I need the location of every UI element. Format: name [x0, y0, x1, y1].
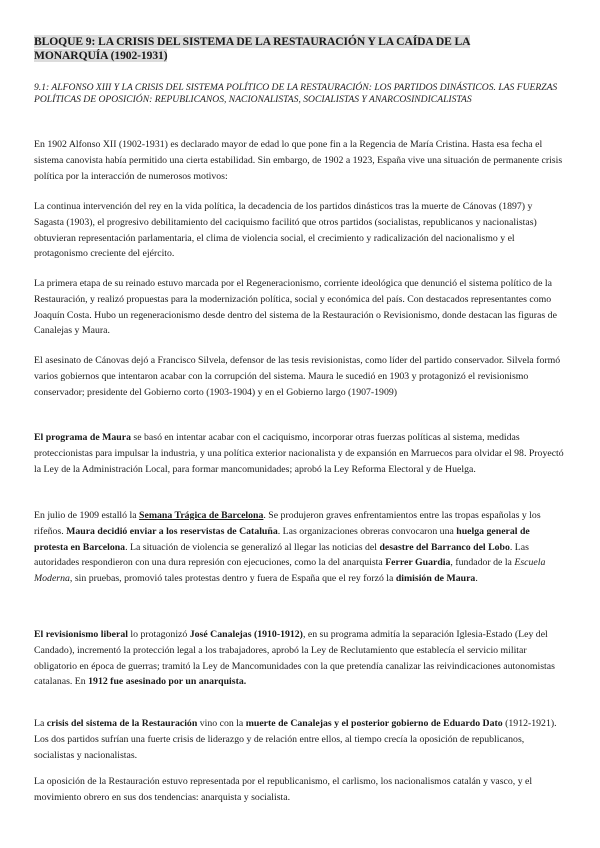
title-text: BLOQUE 9: LA CRISIS DEL SISTEMA DE LA RESTAURACIÓN Y LA CAÍDA DE LA MONARQUÍA (1902-1931) [34, 35, 471, 62]
rl-bold-2: José Canalejas (1910-1912) [189, 629, 303, 640]
paragraph-oposicion: La oposición de la Restauración estuvo representada por el republicanismo, el carlismo, los nacionalismos catalán y vasco, y el movimiento obrero en sus dos tendencias: anarquista y socialista. [34, 776, 533, 803]
st-italic-1: Escuela Moderna [34, 557, 546, 585]
st-bold-4: Ferrer Guardia [385, 557, 451, 569]
st-bold-1: Maura decidió enviar a los reservistas de Cataluña [66, 525, 278, 537]
st-text-1: En julio de 1909 estalló la [34, 510, 140, 521]
paragraph-revisionismo-liberal [34, 627, 564, 690]
document-title [34, 35, 504, 63]
paragraph-silvela-maura: El asesinato de Cánovas dejó a Francisco Silvela, defensor de las tesis revisionistas, como líder del partido conservador. Silvela formó varios gobiernos que intentaron acabar con la corrupción del sistema. Maura le sucedió en 1903 y protagonizó el revisionismo conservador; presidente del Gobierno corto (1903-1904) y en el Gobierno largo (1907-1909) [34, 355, 561, 398]
st-text-6: , fundador de la [450, 557, 515, 569]
st-text-5: . Las autoridades respondieron con una dura represión con ejecuciones, como la del anarquista [34, 541, 529, 569]
semana-tragica-link: Semana Trágica de Barcelona [139, 510, 264, 521]
st-text-2: . Se produjeron graves enfrentamientos entre las tropas españolas y los rifeños. [34, 510, 541, 537]
st-text-4: . La situación de violencia se generalizó al llegar las noticias del [125, 541, 380, 553]
rl-text-1: lo protagonizó [127, 629, 190, 640]
cs-bold-2: muerte de Canalejas y el posterior gobierno de Eduardo Dato [245, 718, 503, 729]
cs-text-2: vino con la [197, 718, 246, 729]
rl-text-2: , en su programa admitía la separación Iglesia-Estado (Ley del Candado), incrementó la protección legal a los trabajadores, aprobó la Ley de Reclutamiento que establecía el servicio militar obligatorio en época de guerras; tramitó la Ley de Mancomunidades con la que pretendía canalizar las reivindicaciones autonomistas catalanas. En [34, 629, 555, 688]
st-bold-2: huelga general de protesta en Barcelona [34, 525, 530, 553]
paragraph-causes: La continua intervención del rey en la vida política, la decadencia de los partidos dinásticos tras la muerte de Cánovas (1897) y Sagasta (1903), el progresivo debilitamiento del caciquismo facilitó que otros partidos (socialistas, republicanos y nacionalistas) obtuvieran representación parlamentaria, el clima de violencia social, el crecimiento y radicalización del nacionalismo y el protagonismo creciente del ejército. [34, 201, 537, 260]
programa-maura-bold: El programa de Maura [34, 432, 131, 443]
paragraph-crisis-sistema [34, 716, 564, 763]
rl-bold-3: 1912 fue asesinado por un anarquista. [88, 676, 247, 688]
st-bold-3: desastre del Barranco del Lobo [379, 541, 510, 553]
programa-maura-text: se basó en intentar acabar con el caciquismo, incorporar otras fuerzas políticas al sistema, medidas proteccionistas para impulsar la industria, y una política exterior nacionalista y de expansión en Marruecos para olvidar el 98. Proyectó la Ley de la Administración Local, para formar mancomunidades; aprobó la Ley Reforma Electoral y de Huelga. [34, 432, 564, 475]
st-text-8: . [475, 573, 478, 585]
st-text-3: . Las organizaciones obreras convocaron una [277, 525, 457, 537]
st-text-7: , sin pruebas, promovió tales protestas dentro y fuera de España que el rey forzó la [69, 573, 396, 585]
paragraph-regeneracionismo: La primera etapa de su reinado estuvo marcada por el Regeneracionismo, corriente ideológica que denunció el sistema político de la Restauración, y realizó propuestas para la modernización política, social y económica del país. Con destacados representantes como Joaquín Costa. Hubo un regeneracionismo desde dentro del sistema de la Restauración o Revisionismo, donde destacan las figuras de Canalejas y Maura. [34, 278, 557, 337]
paragraph-semana-tragica [34, 508, 564, 587]
cs-text-3: (1912-1921). Los dos partidos sufrían una fuerte crisis de liderazgo y de relación entre ellos, al tiempo crecía la oposición de republicanos, socialistas y nacionalistas. [34, 718, 557, 761]
cs-text-1: La [34, 718, 47, 729]
rl-bold-1: El revisionismo liberal [34, 629, 128, 640]
section-subtitle: 9.1: ALFONSO XIII Y LA CRISIS DEL SISTEMA POLÍTICO DE LA RESTAURACIÓN: LOS PARTIDOS DINÁSTICOS. LAS FUERZAS POLÍTICAS DE OPOSICIÓN: REPUBLICANOS, NACIONALISTAS, SOCIALISTAS Y ANARCOSINDICALISTAS [34, 82, 558, 105]
paragraph-programa-maura [34, 430, 564, 477]
paragraph-intro: En 1902 Alfonso XII (1902-1931) es declarado mayor de edad lo que pone fin a la Regencia de María Cristina. Hasta esa fecha el sistema canovista había permitido una cierta estabilidad. Sin embargo, de 1902 a 1923, España vive una situación de permanente crisis política por la interacción de numerosos motivos: [34, 139, 563, 182]
cs-bold-1: crisis del sistema de la Restauración [46, 718, 198, 729]
st-bold-5: dimisión de Maura [395, 573, 476, 585]
